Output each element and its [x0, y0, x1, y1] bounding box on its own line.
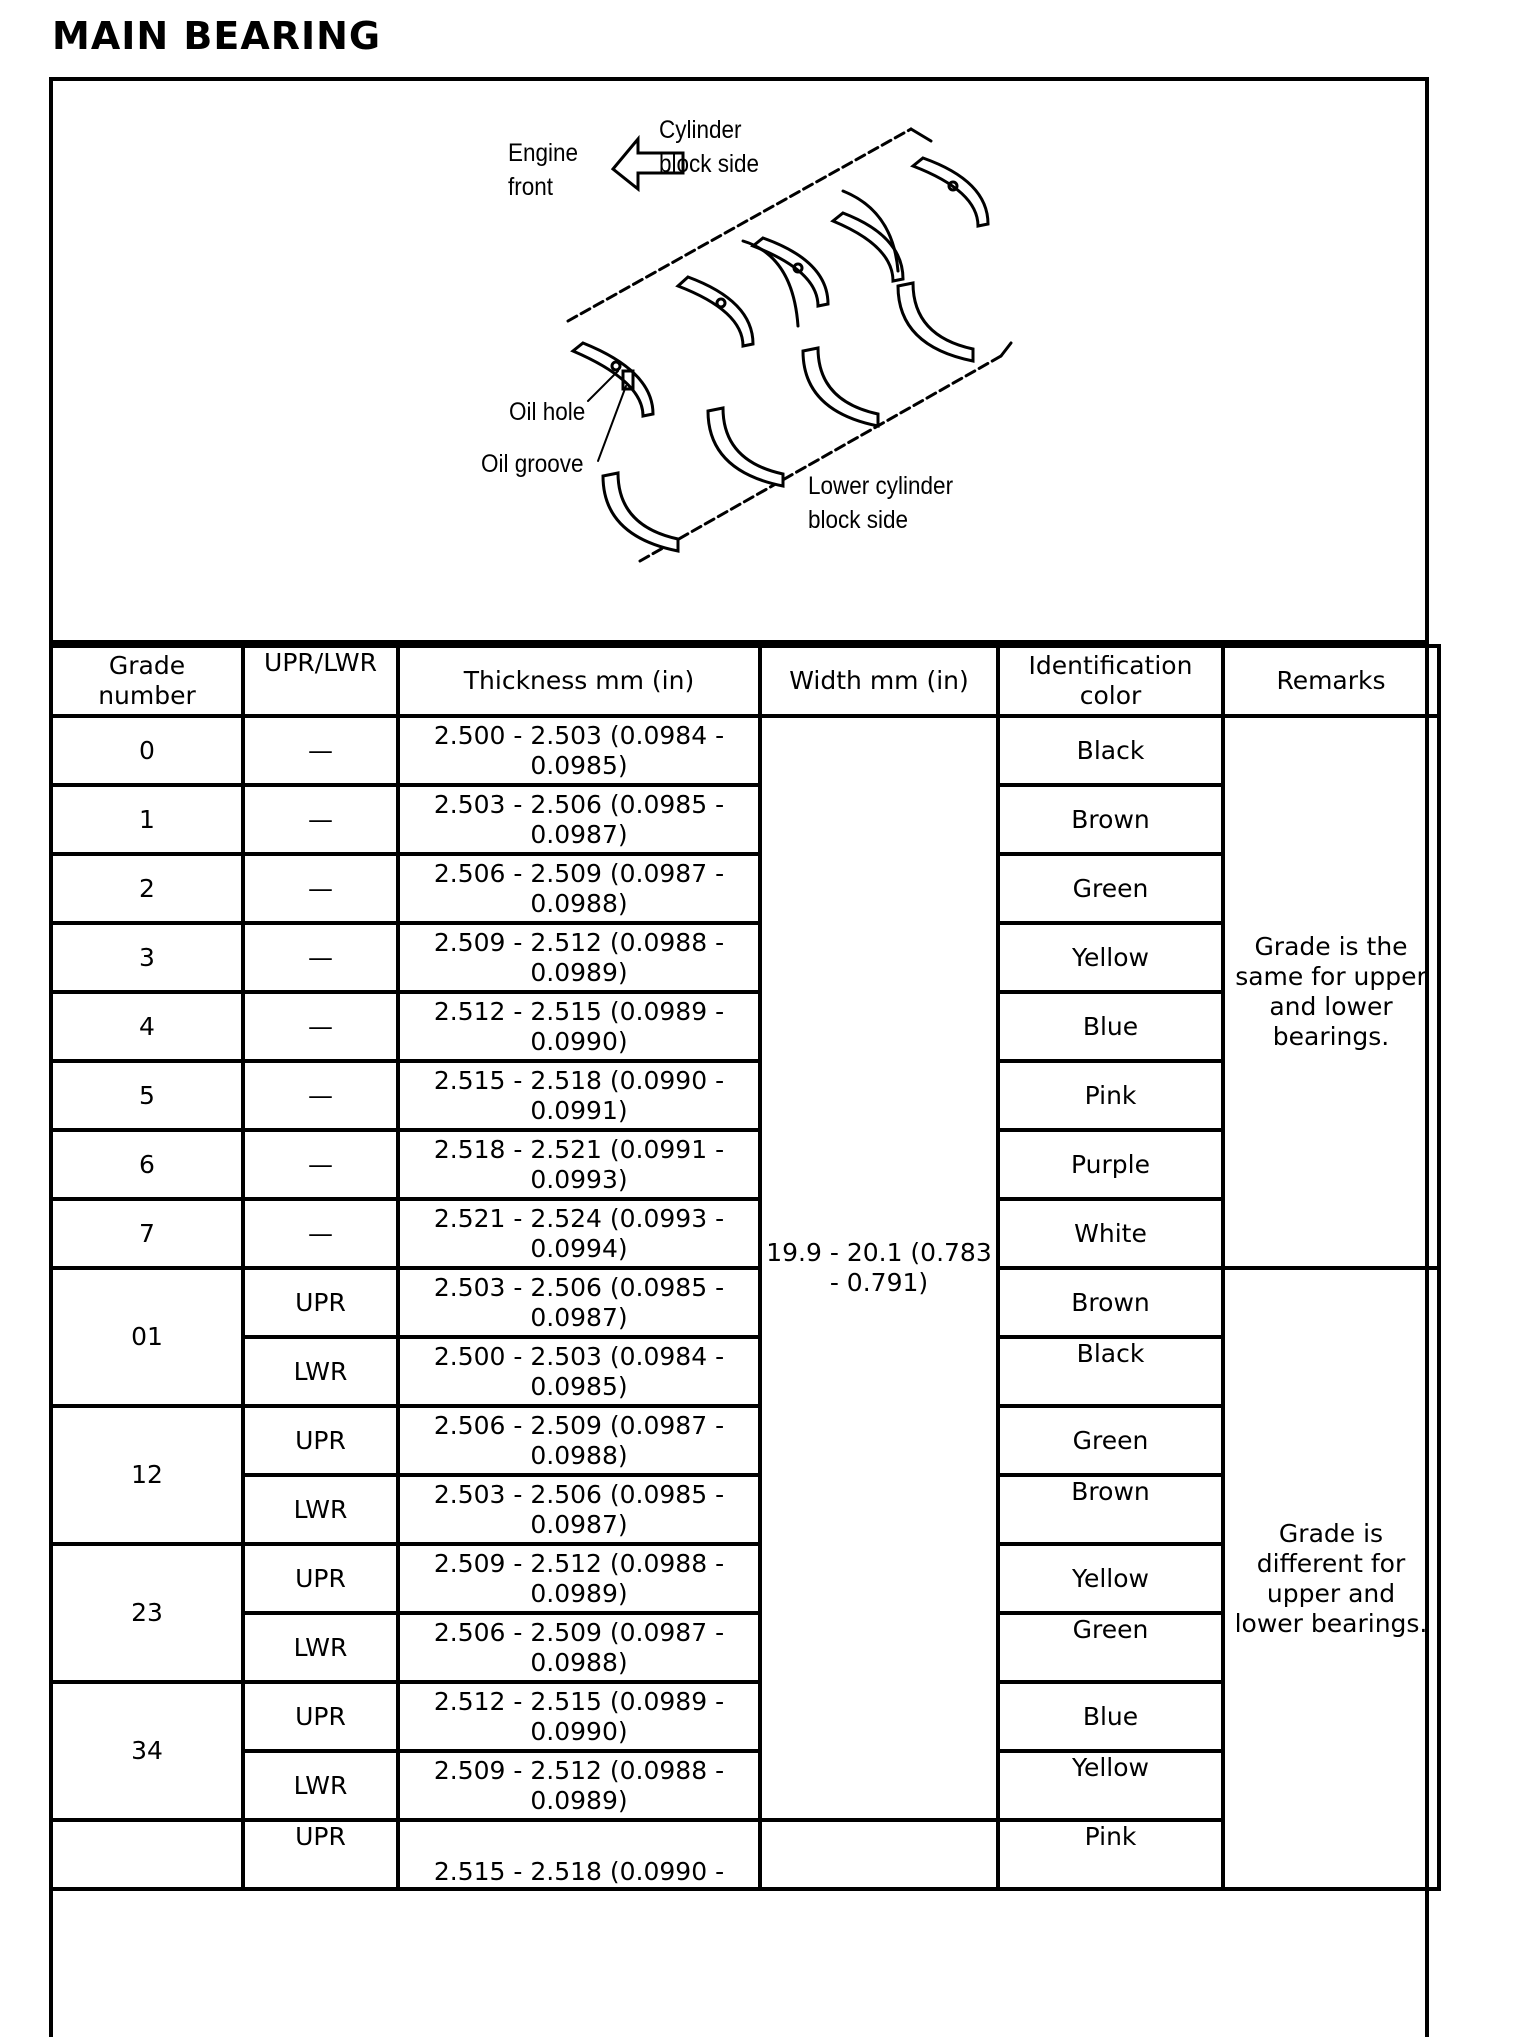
color-cell: Yellow — [998, 1751, 1223, 1820]
grade-cell: 6 — [51, 1130, 243, 1199]
thickness-cell: 2.515 - 2.518 (0.0990 - — [398, 1820, 760, 1889]
thickness-cell: 2.509 - 2.512 (0.0988 - 0.0989) — [398, 923, 760, 992]
color-cell: Black — [998, 1337, 1223, 1406]
grade-cell: 12 — [51, 1406, 243, 1544]
label-oil-hole: Oil hole — [509, 398, 586, 426]
grade-cell: 1 — [51, 785, 243, 854]
color-cell: Brown — [998, 1268, 1223, 1337]
grade-cell: 01 — [51, 1268, 243, 1406]
thickness-cell: 2.518 - 2.521 (0.0991 - 0.0993) — [398, 1130, 760, 1199]
header-grade-number: Grade number — [51, 646, 243, 716]
upper-shell-2 — [678, 277, 753, 346]
upr-lwr-cell: — — [243, 923, 398, 992]
grade-cell: 4 — [51, 992, 243, 1061]
thickness-cell: 2.506 - 2.509 (0.0987 - 0.0988) — [398, 1613, 760, 1682]
color-cell: White — [998, 1199, 1223, 1268]
color-cell: Blue — [998, 1682, 1223, 1751]
header-thickness: Thickness mm (in) — [398, 646, 760, 716]
thickness-cell: 2.521 - 2.524 (0.0993 - 0.0994) — [398, 1199, 760, 1268]
grade-cell: 0 — [51, 716, 243, 785]
thickness-cell: 2.509 - 2.512 (0.0988 - 0.0989) — [398, 1751, 760, 1820]
thickness-cell: 2.503 - 2.506 (0.0985 - 0.0987) — [398, 1268, 760, 1337]
upr-lwr-cell: UPR — [243, 1268, 398, 1337]
color-cell: Green — [998, 1613, 1223, 1682]
color-cell: Green — [998, 1406, 1223, 1475]
label-cylinder-block-side: Cylinder block side — [659, 116, 760, 178]
oil-hole-leader — [588, 371, 618, 401]
thickness-cell: 2.506 - 2.509 (0.0987 - 0.0988) — [398, 1406, 760, 1475]
lower-shell-3 — [803, 348, 878, 426]
header-width: Width mm (in) — [760, 646, 998, 716]
table-header-row — [51, 646, 1439, 716]
color-cell: Brown — [998, 1475, 1223, 1544]
upr-lwr-cell: — — [243, 1130, 398, 1199]
grade-cell: 23 — [51, 1544, 243, 1682]
thickness-cell: 2.506 - 2.509 (0.0987 - 0.0988) — [398, 854, 760, 923]
thickness-cell: 2.509 - 2.512 (0.0988 - 0.0989) — [398, 1544, 760, 1613]
oil-groove-leader — [598, 386, 626, 461]
color-cell: Blue — [998, 992, 1223, 1061]
grade-cell — [51, 1820, 243, 1889]
main-bearing-table — [49, 644, 1441, 1891]
upper-shell-5 — [913, 158, 988, 226]
table-row — [51, 1268, 1439, 1337]
upr-lwr-cell: — — [243, 1061, 398, 1130]
thickness-cell: 2.515 - 2.518 (0.0990 - 0.0991) — [398, 1061, 760, 1130]
width-cell-continued — [760, 1820, 998, 1889]
header-identification-color: Identification color — [998, 646, 1223, 716]
header-upr-lwr: UPR/LWR — [243, 646, 398, 716]
remarks-different-cell: Grade is different for upper and lower bearings. — [1223, 1268, 1439, 1889]
upr-lwr-cell: — — [243, 716, 398, 785]
upr-lwr-cell: UPR — [243, 1682, 398, 1751]
label-engine-front: Engine front — [508, 139, 579, 201]
thickness-cell: 2.503 - 2.506 (0.0985 - 0.0987) — [398, 785, 760, 854]
upr-lwr-cell: LWR — [243, 1475, 398, 1544]
color-cell: Green — [998, 854, 1223, 923]
grade-cell: 3 — [51, 923, 243, 992]
upr-lwr-cell: — — [243, 785, 398, 854]
thickness-cell: 2.500 - 2.503 (0.0984 - 0.0985) — [398, 1337, 760, 1406]
upr-lwr-cell: LWR — [243, 1337, 398, 1406]
color-cell: Yellow — [998, 1544, 1223, 1613]
color-cell: Purple — [998, 1130, 1223, 1199]
lower-shell-4 — [898, 283, 973, 361]
upper-shell-3 — [753, 238, 828, 306]
upr-lwr-cell: UPR — [243, 1406, 398, 1475]
grade-cell: 34 — [51, 1682, 243, 1820]
grade-cell: 5 — [51, 1061, 243, 1130]
width-cell: 19.9 - 20.1 (0.783 - 0.791) — [760, 716, 998, 1820]
upr-lwr-cell: LWR — [243, 1613, 398, 1682]
lower-shell-1 — [603, 473, 678, 551]
remarks-same-cell: Grade is the same for upper and lower bearings. — [1223, 716, 1439, 1268]
thickness-cell: 2.512 - 2.515 (0.0989 - 0.0990) — [398, 1682, 760, 1751]
color-cell: Pink — [998, 1061, 1223, 1130]
upr-lwr-cell: — — [243, 1199, 398, 1268]
grade-cell: 7 — [51, 1199, 243, 1268]
header-remarks: Remarks — [1223, 646, 1439, 716]
upr-lwr-cell: LWR — [243, 1751, 398, 1820]
color-cell: Yellow — [998, 923, 1223, 992]
upr-lwr-cell: UPR — [243, 1544, 398, 1613]
thickness-cell: 2.512 - 2.515 (0.0989 - 0.0990) — [398, 992, 760, 1061]
page-title: MAIN BEARING — [52, 14, 382, 58]
upr-lwr-cell: UPR — [243, 1820, 398, 1889]
label-oil-groove: Oil groove — [481, 450, 584, 478]
label-lower-cylinder-block-side: Lower cylinder block side — [808, 472, 954, 534]
bearing-diagram — [53, 81, 1425, 644]
upr-lwr-cell: — — [243, 992, 398, 1061]
color-cell: Pink — [998, 1820, 1223, 1889]
thickness-cell: 2.500 - 2.503 (0.0984 - 0.0985) — [398, 716, 760, 785]
color-cell: Brown — [998, 785, 1223, 854]
grade-cell: 2 — [51, 854, 243, 923]
upr-lwr-cell: — — [243, 854, 398, 923]
color-cell: Black — [998, 716, 1223, 785]
thickness-cell: 2.503 - 2.506 (0.0985 - 0.0987) — [398, 1475, 760, 1544]
lower-shell-2 — [708, 408, 783, 486]
table-row — [51, 716, 1439, 785]
